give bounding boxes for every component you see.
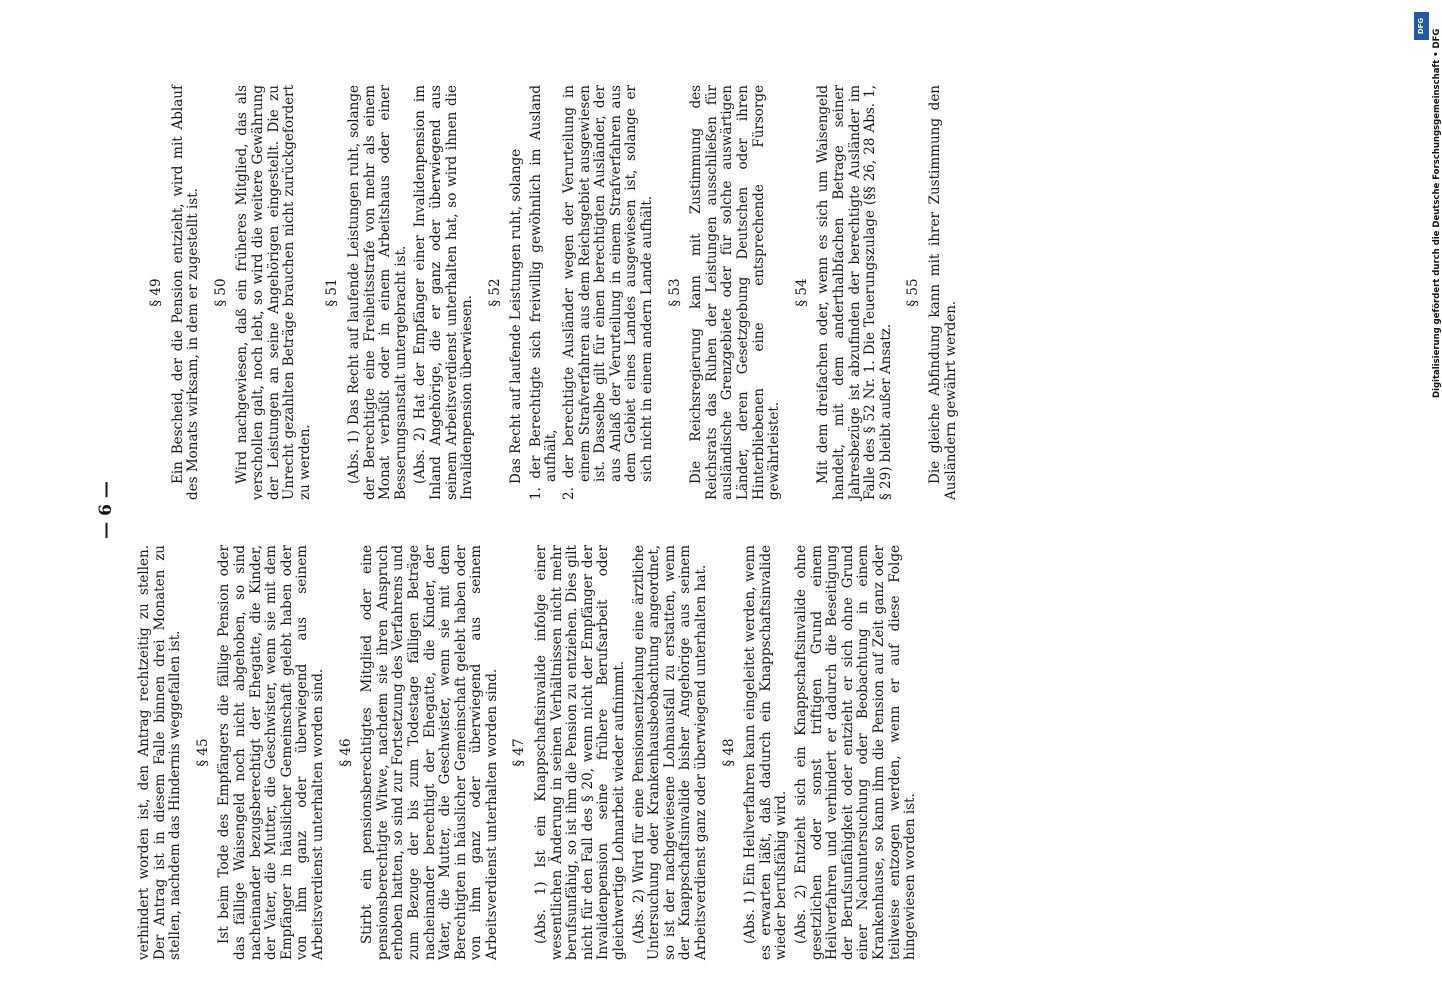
digitization-credit-strip <box>1412 8 1442 992</box>
section-heading-47: § 47 <box>511 738 528 767</box>
section-heading-53: § 53 <box>666 278 683 307</box>
paragraph-54: Mit dem dreifachen oder, wenn es sich um Waisengeld handelt, mit dem anderthalbfachen Betrage seiner Jahresbezüge ist abzufinden der berechtigte Ausländer im Falle des § 52 Nr. 1. Die Teuerungszulage (§§ 26, 28 Abs. 1, § 29) bleibt außer Ansatz. <box>815 85 894 500</box>
paragraph-53: Die Reichsregierung kann mit Zustimmung des Reichsrats das Ruhen der Leistungen ausschließen für ausländische Grenzgebiete oder für solche auswärtigen Länder, deren Gesetzgebung Deutschen oder ihren Hinterbliebenen eine entsprechende Fürsorge gewährleistet. <box>688 85 783 500</box>
section-heading-48: § 48 <box>720 738 737 767</box>
paragraph-47-abs-1: (Abs. 1) Ist ein Knappschaftsinvalide infolge einer wesentlichen Änderung in seinen Verhältnissen nicht mehr berufsunfähig, so ist ihm die Pension zu entziehen. Dies gilt nicht für den Fall des § 20, wenn nicht der Empfänger der Invalidenpension seine frühere Berufsarbeit oder gleichwertige Lohnarbeit wieder aufnimmt. <box>533 545 628 960</box>
paragraph-48-abs-1: (Abs. 1) Ein Heilverfahren kann eingeleitet werden, wenn es erwarten läßt, daß dadurch ein Knappschaftsinvalide wieder berufsfähig wird. <box>742 545 790 960</box>
paragraph-49: Ein Bescheid, der die Pension entzieht, wird mit Ablauf des Monats wirksam, in dem er zugestellt ist. <box>169 85 202 500</box>
section-heading-46: § 46 <box>337 738 354 767</box>
dfg-logo: DFG <box>1414 12 1429 40</box>
paragraph-51-abs-1: (Abs. 1) Das Recht auf laufende Leistungen ruht, solange der Berechtigte eine Freiheitsstrafe von mehr als einem Monat verbüßt oder in einem Arbeitshaus oder einer Besserungsanstalt untergebracht ist. <box>345 85 409 500</box>
paragraph-55: Die gleiche Abfindung kann mit ihrer Zustimmung den Ausländern gewährt werden. <box>926 85 959 500</box>
paragraph-46: Stirbt ein pensionsberechtigtes Mitglied oder eine pensionsberechtigte Witwe, nachdem sie ihren Anspruch erhoben hatten, so sind zur Fortsetzung des Verfahrens und zum Bezuge der bis zum Todestage fälligen Beträge nacheinander berechtigt der Ehegatte, die Kinder, der Vater, die Mutter, die Geschwister, wenn sie mit dem Berechtigten in häuslicher Gemeinschaft gelebt haben oder von ihm ganz oder überwiegend aus seinem Arbeitsverdienst unterhalten worden sind. <box>359 545 500 960</box>
list-item-52-2: 2. der berechtigte Ausländer wegen der Verurteilung in einem Strafverfahren aus dem Reichsgebiet ausgewiesen ist. Dasselbe gilt für einen berechtigten Ausländer, der aus Anlaß der Verurteilung in einem Strafverfahren aus dem Gebiet eines Landes ausgewiesen ist, solange er sich nicht in einem andern Lande aufhält. <box>561 85 656 500</box>
section-heading-45: § 45 <box>194 738 211 767</box>
section-heading-50: § 50 <box>212 278 229 307</box>
paragraph-48-abs-2: (Abs. 2) Entzieht sich ein Knappschaftsinvalide ohne gesetzlichen oder sonst triftigen Grund einem Heilverfahren und verhindert er dadurch die Beseitigung der Berufsunfähigkeit oder entzieht er sich ohne Grund einer Nachuntersuchung oder Beobachtung in einem Krankenhause, so kann ihm die Pension auf Zeit ganz oder teilweise entzogen werden, wenn er auf diese Folge hingewiesen worden ist. <box>792 545 919 960</box>
section-heading-51: § 51 <box>324 278 341 307</box>
paragraph-44-continuation: verhindert worden ist, den Antrag rechtzeitig zu stellen. Der Antrag ist in diesem Falle binnen drei Monaten zu stellen, nachdem das Hindernis weggefallen ist. <box>136 545 184 960</box>
section-heading-55: § 55 <box>905 278 922 307</box>
digitization-credit-text: Digitalisierung gefördert durch die Deutsche Forschungsgemeinschaft • DFG <box>1432 28 1442 398</box>
left-column <box>137 545 1317 960</box>
paragraph-47-abs-2: (Abs. 2) Wird für eine Pensionsentziehung eine ärztliche Untersuchung oder Krankenhausbeobachtung angeordnet, so ist der nachgewiesene Lohnausfall zu erstatten, wenn der Knappschaftsinvalide bisher Angehörige aus seinem Arbeitsverdienst ganz oder überwiegend unterhalten hat. <box>630 545 709 960</box>
section-heading-54: § 54 <box>793 278 810 307</box>
rotated-page-content <box>93 60 1338 960</box>
paragraph-52-intro: Das Recht auf laufende Leistungen ruht, solange <box>508 148 525 484</box>
paragraph-51-abs-2: (Abs. 2) Hat der Empfänger einer Invalidenpension im Inland Angehörige, die er ganz oder überwiegend aus seinem Arbeitsverdienst unterhalten hat, so wird ihnen die Invalidenpension überwiesen. <box>412 85 476 500</box>
paragraph-45: Ist beim Tode des Empfängers die fällige Pension oder das fällige Waisengeld noch nicht abgehoben, so sind nacheinander bezugsberechtigt der Ehegatte, die Kinder, der Vater, die Mutter, die Geschwister, wenn sie mit dem Empfänger in häuslicher Gemeinschaft gelebt haben oder von ihm ganz oder überwiegend aus seinem Arbeitsverdienst unterhalten worden sind. <box>216 545 326 960</box>
paragraph-50: Wird nachgewiesen, daß ein früheres Mitglied, das als verschollen galt, noch lebt, so wird die weitere Gewährung der Leistungen an seine Angehörigen eingestellt. Die zu Unrecht gezahlten Beträge brauchen nicht zurückgefordert zu werden. <box>234 85 313 500</box>
section-heading-52: § 52 <box>486 278 503 307</box>
right-column <box>137 85 1317 500</box>
list-item-52-1: 1. der Berechtigte sich freiwillig gewöhnlich im Ausland aufhält, <box>527 85 560 500</box>
page-number-header: — 6 — <box>96 481 116 539</box>
section-heading-49: § 49 <box>148 278 164 307</box>
